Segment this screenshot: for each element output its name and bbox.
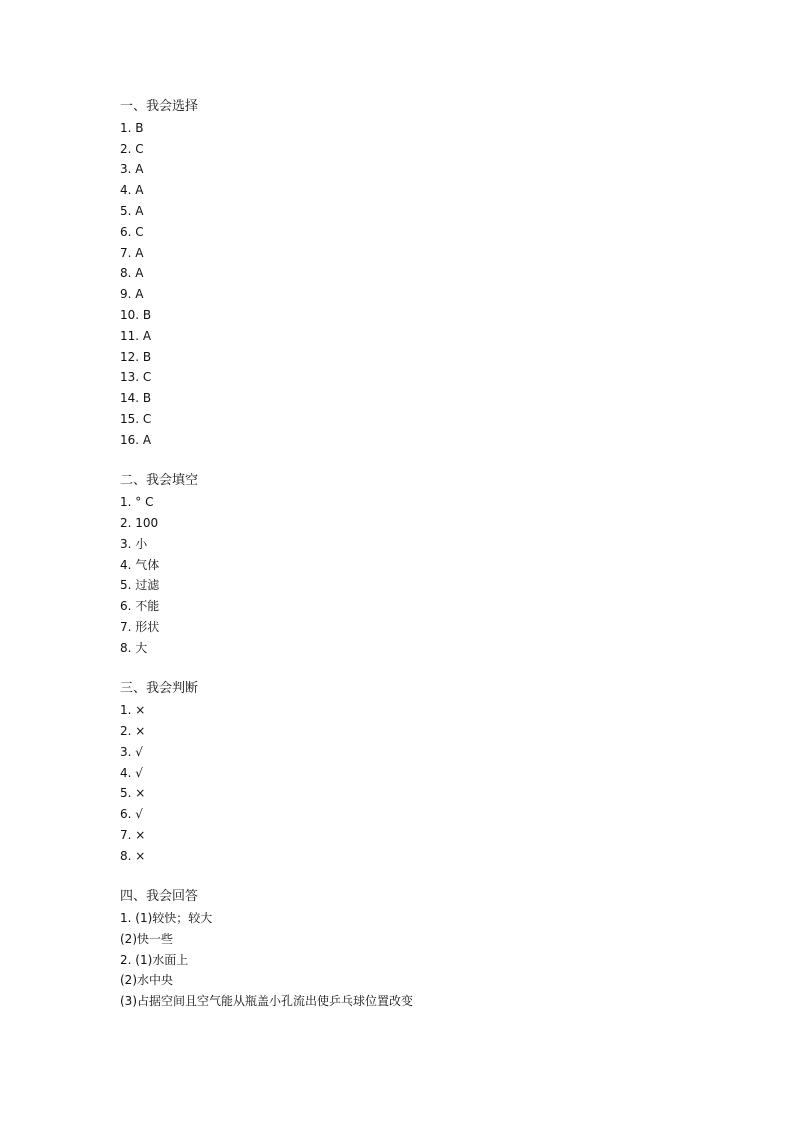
section-spacer	[120, 659, 720, 680]
answer-line: 5. 过滤	[120, 578, 160, 593]
answer-line: 8. A	[120, 266, 144, 281]
answer-line: 9. A	[120, 287, 144, 302]
answer-line: 5. ×	[120, 786, 146, 801]
answer-line: 13. C	[120, 370, 152, 385]
section-choice	[120, 97, 720, 451]
answer-line: 7. 形状	[120, 619, 160, 634]
section-spacer	[120, 451, 720, 472]
answer-line: 14. B	[120, 391, 152, 406]
answer-line: 2. C	[120, 141, 144, 156]
section-heading: 二、我会填空	[120, 473, 199, 489]
answer-line: 15. C	[120, 411, 152, 426]
answer-line: 8. ×	[120, 848, 146, 863]
section-judge	[120, 679, 720, 866]
answer-line: 6. 不能	[120, 599, 160, 614]
answer-line: 6. √	[120, 807, 143, 822]
answer-line: 11. A	[120, 328, 152, 343]
section-heading: 四、我会回答	[120, 889, 199, 905]
answer-line: 5. A	[120, 203, 144, 218]
answer-line: 16. A	[120, 432, 152, 447]
answer-line: (2)快一些	[120, 931, 173, 946]
answer-line: 1. ×	[120, 703, 146, 718]
section-spacer	[120, 866, 720, 887]
answer-line: 2. 100	[120, 515, 159, 530]
answer-line: 1. ° C	[120, 495, 154, 510]
answer-line: 1. (1)较快；较大	[120, 911, 213, 926]
answer-line: (3)占据空间且空气能从瓶盖小孔流出使乒乓球位置改变	[120, 994, 414, 1009]
section-fill-blank	[120, 471, 720, 658]
answer-line: 1. B	[120, 120, 144, 135]
section-heading: 一、我会选择	[120, 99, 199, 114]
answer-line: 4. √	[120, 765, 143, 780]
answer-line: 7. A	[120, 245, 144, 260]
answer-key	[120, 97, 720, 1012]
answer-line: 2. ×	[120, 723, 146, 738]
answer-line: 12. B	[120, 349, 152, 364]
answer-line: 3. √	[120, 744, 143, 759]
answer-line: 4. 气体	[120, 557, 160, 572]
answer-line: 10. B	[120, 307, 152, 322]
answer-line: 8. 大	[120, 640, 148, 655]
section-answer	[120, 887, 720, 1012]
answer-line: 7. ×	[120, 827, 146, 842]
answer-line: 6. C	[120, 224, 144, 239]
answer-line: 4. A	[120, 183, 144, 198]
answer-line: 3. A	[120, 162, 144, 177]
section-heading: 三、我会判断	[120, 681, 199, 697]
answer-line: 3. 小	[120, 536, 148, 551]
answer-line: 2. (1)水面上	[120, 952, 189, 967]
answer-line: (2)水中央	[120, 973, 173, 988]
